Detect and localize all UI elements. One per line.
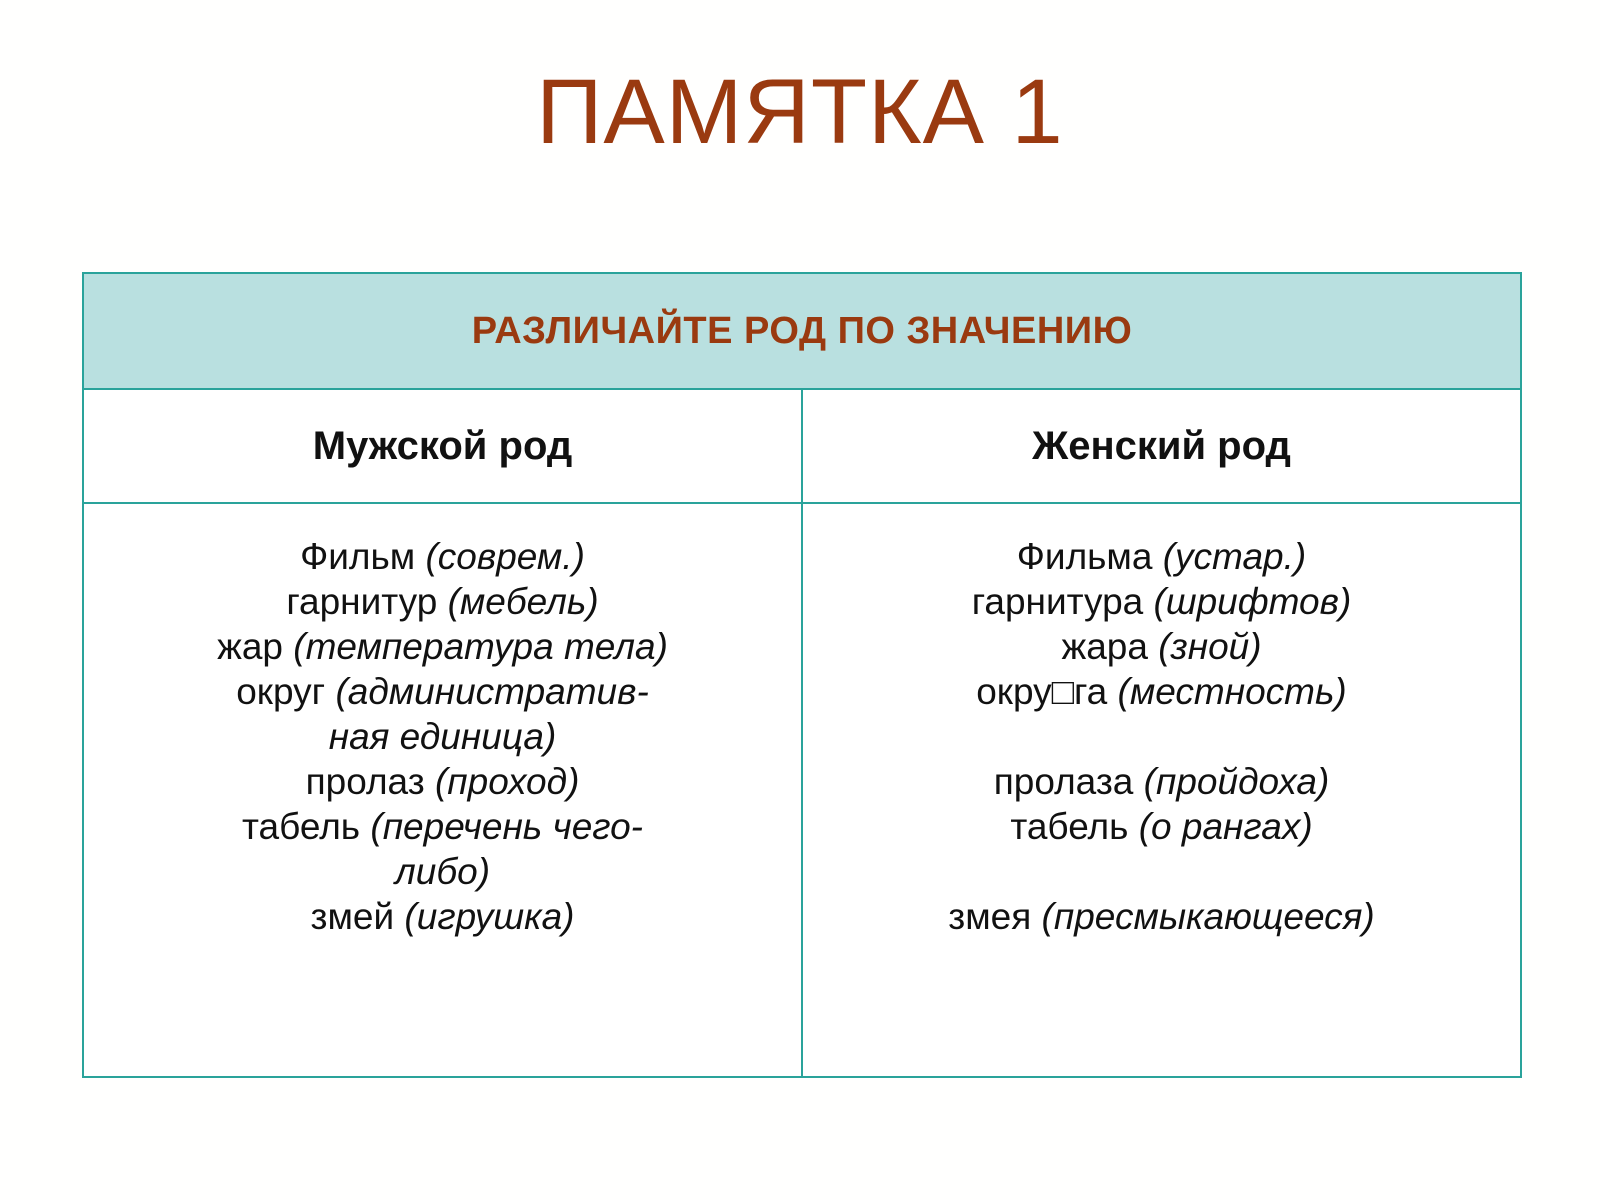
entry-word: табель (1010, 806, 1129, 847)
entry-note: (пресмыкающееся) (1041, 896, 1375, 937)
list-item (84, 804, 801, 849)
entry-note: (шрифтов) (1153, 581, 1352, 622)
list-item (803, 804, 1520, 849)
entry-word: змей (310, 896, 395, 937)
column-header-masculine: Мужской род (83, 389, 802, 503)
entry-note: ная единица) (328, 716, 557, 757)
entry-note: (административ- (335, 671, 649, 712)
entry-word: пролаза (993, 761, 1134, 802)
entry-word: Фильма (1016, 536, 1153, 577)
table-header: РАЗЛИЧАЙТЕ РОД ПО ЗНАЧЕНИЮ (83, 273, 1521, 389)
entry-note: (соврем.) (425, 536, 585, 577)
list-item (803, 624, 1520, 669)
entry-note: (перечень чего- (370, 806, 643, 847)
list-item (84, 579, 801, 624)
entry-note: (о рангах) (1138, 806, 1313, 847)
entry-word: пролаз (305, 761, 425, 802)
entry-note: (проход) (434, 761, 580, 802)
list-item (84, 669, 801, 714)
entry-note: (устар.) (1162, 536, 1307, 577)
column-header-feminine: Женский род (802, 389, 1521, 503)
list-item (84, 849, 801, 894)
entry-word: змея (948, 896, 1032, 937)
entry-word: гарнитура (971, 581, 1144, 622)
list-item (84, 624, 801, 669)
entry-note: (мебель) (447, 581, 599, 622)
list-item (84, 534, 801, 579)
masculine-cell (83, 503, 802, 1077)
list-item (84, 714, 801, 759)
entry-note: (зной) (1158, 626, 1262, 667)
list-item (803, 579, 1520, 624)
list-item (84, 894, 801, 939)
list-item (803, 669, 1520, 714)
entry-word: табель (241, 806, 361, 847)
entry-word: округ (236, 671, 326, 712)
entry-word: жар (217, 626, 283, 667)
list-item (803, 534, 1520, 579)
list-item (803, 894, 1520, 939)
entry-note: (пройдоха) (1143, 761, 1330, 802)
spacer (803, 714, 1520, 759)
entry-note: либо) (394, 851, 491, 892)
entry-note: (местность) (1117, 671, 1347, 712)
feminine-cell (802, 503, 1521, 1077)
list-item (803, 759, 1520, 804)
entry-note: (температура тела) (293, 626, 668, 667)
entry-word: Фильм (300, 536, 416, 577)
entry-word: гарнитур (286, 581, 438, 622)
entry-word: жара (1061, 626, 1148, 667)
spacer (803, 849, 1520, 894)
page-title: ПАМЯТКА 1 (536, 61, 1064, 163)
entry-word: окру□га (976, 671, 1108, 712)
entry-note: (игрушка) (404, 896, 575, 937)
gender-table (82, 272, 1522, 1078)
list-item (84, 759, 801, 804)
